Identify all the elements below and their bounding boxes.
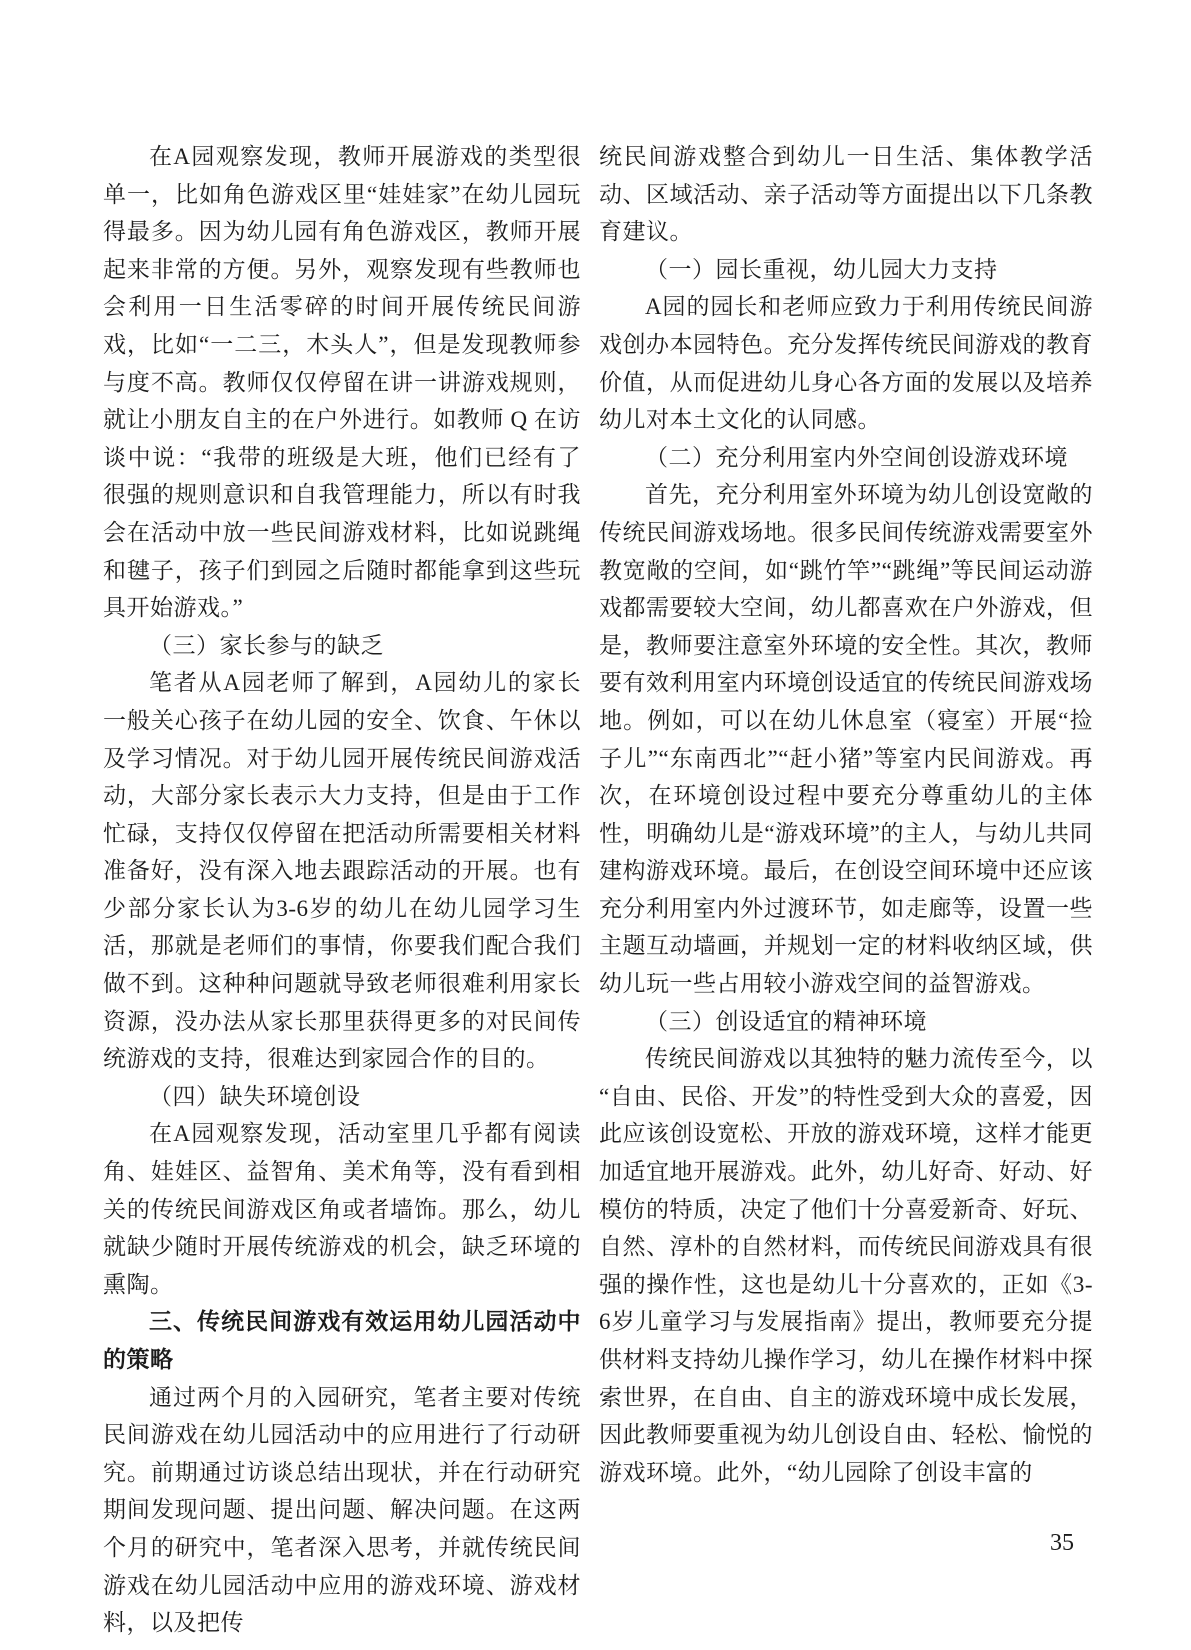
two-column-layout: [103, 138, 1093, 1642]
section-subheading: （三）家长参与的缺乏: [149, 632, 384, 658]
paragraph: A园的园长和老师应致力于利用传统民间游戏创办本园特色。充分发挥传统民间游戏的教育价值，从而促进幼儿身心各方面的发展以及培养幼儿对本土文化的认同感。: [599, 294, 1093, 433]
paragraph: 传统民间游戏以其独特的魅力流传至今，以“自由、民俗、开发”的特性受到大众的喜爱，因此应该创设宽松、开放的游戏环境，这样才能更加适宜地开展游戏。此外，幼儿好奇、好动、好模仿的特质，决定了他们十分喜爱新奇、好玩、自然、淳朴的自然材料，而传统民间游戏具有很强的操作性，这也是幼儿十分喜欢的，正如《3-6岁儿童学习与发展指南》提出，教师要充分提供材料支持幼儿操作学习，幼儿在操作材料中探索世界，在自由、自主的游戏环境中成长发展，因此教师要重视为幼儿创设自由、轻松、愉悦的游戏环境。此外，“幼儿园除了创设丰富的: [599, 1046, 1093, 1485]
section-subheading: （二）充分利用室内外空间创设游戏环境: [645, 444, 1068, 470]
section-subheading: （三）创设适宜的精神环境: [645, 1008, 927, 1034]
paragraph-continuation: 统民间游戏整合到幼儿一日生活、集体教学活动、区域活动、亲子活动等方面提出以下几条教育建议。: [599, 144, 1093, 245]
paragraph: 在A园观察发现，活动室里几乎都有阅读角、娃娃区、益智角、美术角等，没有看到相关的传统民间游戏区角或者墙饰。那么，幼儿就缺少随时开展传统游戏的机会，缺乏环境的熏陶。: [103, 1121, 581, 1297]
right-column: [599, 138, 1093, 1642]
left-column: [103, 138, 581, 1642]
paragraph: 首先，充分利用室外环境为幼儿创设宽敞的传统民间游戏场地。很多民间传统游戏需要室外教宽敞的空间，如“跳竹竿”“跳绳”等民间运动游戏都需要较大空间，幼儿都喜欢在户外游戏，但是，教师要注意室外环境的安全性。其次，教师要有效利用室内环境创设适宜的传统民间游戏场地。例如，可以在幼儿休息室（寝室）开展“捡子儿”“东南西北”“赶小猪”等室内民间游戏。再次，在环境创设过程中要充分尊重幼儿的主体性，明确幼儿是“游戏环境”的主人，与幼儿共同建构游戏环境。最后，在创设空间环境中还应该充分利用室内外过渡环节，如走廊等，设置一些主题互动墙画，并规划一定的材料收纳区域，供幼儿玩一些占用较小游戏空间的益智游戏。: [599, 482, 1093, 997]
section-subheading: （一）园长重视，幼儿园大力支持: [645, 256, 998, 282]
page-number: 35: [1050, 1530, 1074, 1556]
paragraph: 笔者从A园老师了解到，A园幼儿的家长一般关心孩子在幼儿园的安全、饮食、午休以及学习情况。对于幼儿园开展传统民间游戏活动，大部分家长表示大力支持，但是由于工作忙碌，支持仅仅停留在把活动所需要相关材料准备好，没有深入地去跟踪活动的开展。也有少部分家长认为3-6岁的幼儿在幼儿园学习生活，那就是老师们的事情，你要我们配合我们做不到。这种种问题就导致老师很难利用家长资源，没办法从家长那里获得更多的对民间传统游戏的支持，很难达到家园合作的目的。: [103, 670, 581, 1072]
section-subheading: （四）缺失环境创设: [149, 1083, 361, 1109]
paragraph: 通过两个月的入园研究，笔者主要对传统民间游戏在幼儿园活动中的应用进行了行动研究。前期通过访谈总结出现状，并在行动研究期间发现问题、提出问题、解决问题。在这两个月的研究中，笔者深入思考，并就传统民间游戏在幼儿园活动中应用的游戏环境、游戏材料，以及把传: [103, 1384, 581, 1636]
section-heading: 三、传统民间游戏有效运用幼儿园活动中的策略: [103, 1308, 581, 1372]
paragraph: 在A园观察发现，教师开展游戏的类型很单一，比如角色游戏区里“娃娃家”在幼儿园玩得最多。因为幼儿园有角色游戏区，教师开展起来非常的方便。另外，观察发现有些教师也会利用一日生活零碎的时间开展传统民间游戏，比如“一二三，木头人”，但是发现教师参与度不高。教师仅仅停留在讲一讲游戏规则，就让小朋友自主的在户外进行。如教师 Q 在访谈中说：“我带的班级是大班，他们已经有了很强的规则意识和自我管理能力，所以有时我会在活动中放一些民间游戏材料，比如说跳绳和毽子，孩子们到园之后随时都能拿到这些玩具开始游戏。”: [103, 144, 581, 621]
